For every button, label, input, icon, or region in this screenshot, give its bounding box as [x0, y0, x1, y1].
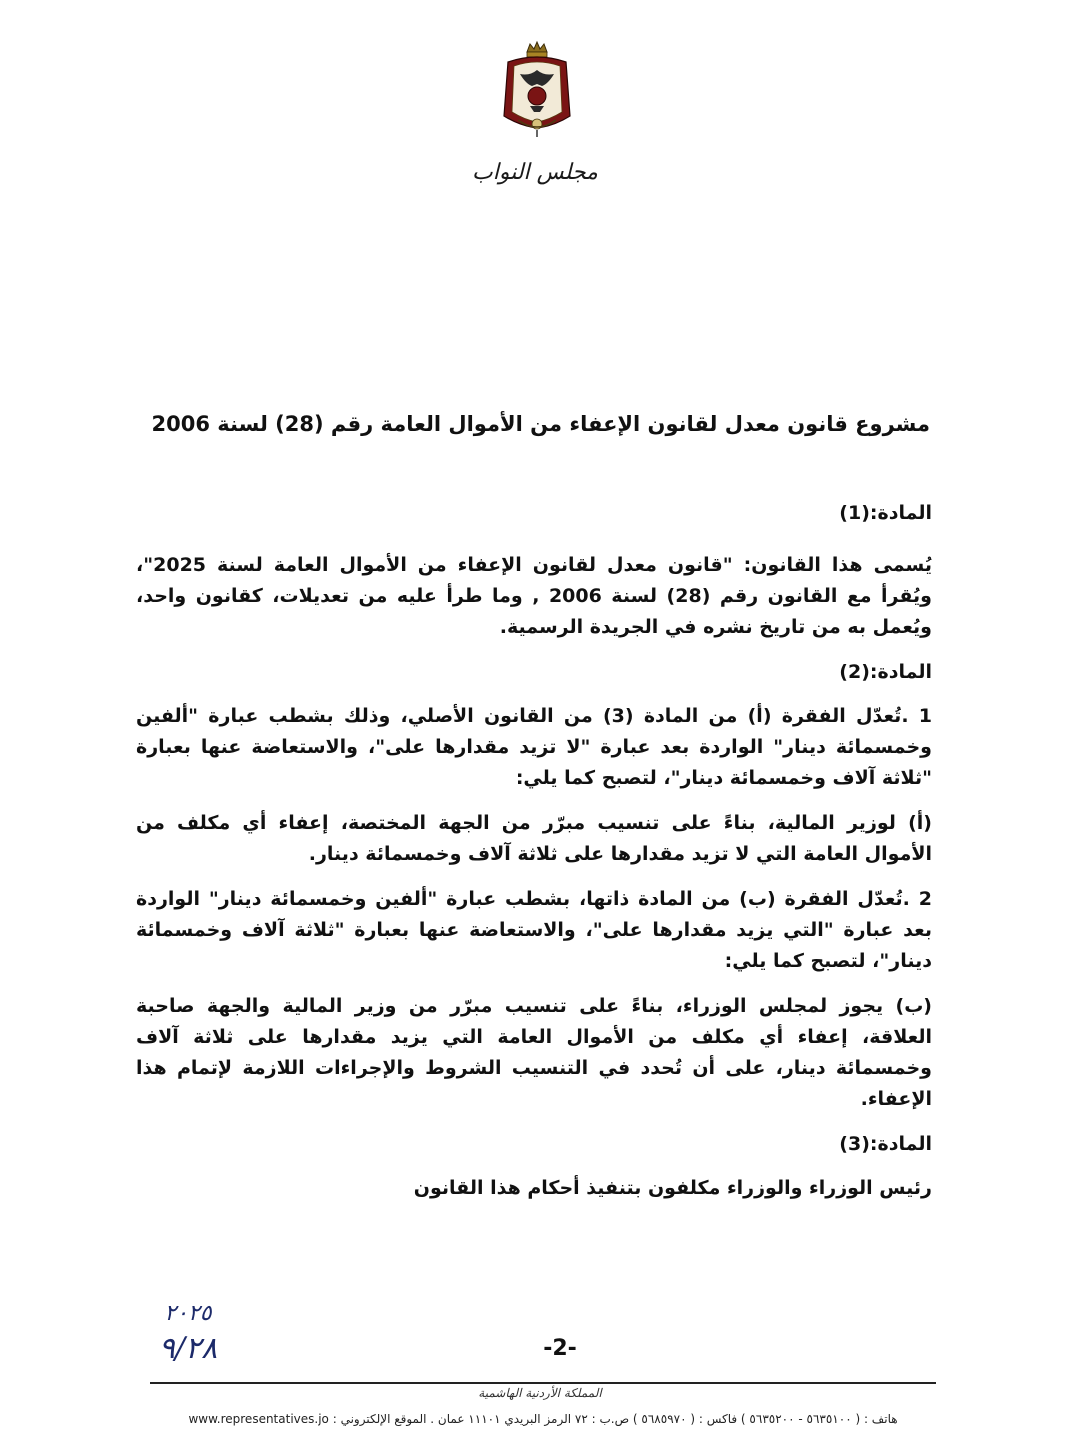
- jordan-coat-of-arms-icon: [494, 40, 580, 140]
- article-2-item-1-quote: (أ) لوزير المالية، بناءً على تنسيب مبرّر من الجهة المختصة، إعفاء أي مكلف من الأموال العامة التي لا تزيد مقدارها على ثلاثة آلاف وخمسمائة دينار.: [136, 812, 932, 865]
- article-2-item-1: 1 .تُعدّل الفقرة (أ) من المادة (3) من القانون الأصلي، وذلك بشطب عبارة "ألفين وخمسمائة دينار" الواردة بعد عبارة "لا تزيد مقدارها على"، والاستعاضة عنها بعبارة "ثلاثة آلاف وخمسمائة دينار"، لتصبح كما يلي:: [136, 705, 933, 789]
- handwritten-date-note: [118, 1294, 258, 1372]
- footer-divider: [150, 1382, 936, 1384]
- institution-name: مجلس النواب: [472, 160, 598, 185]
- article-2-item-2-quote: (ب) يجوز لمجلس الوزراء، بناءً على تنسيب مبرّر من وزير المالية والجهة صاحبة العلاقة، إعفاء أي مكلف من الأموال العامة التي يزيد مقدارها على ثلاثة آلاف وخمسمائة دينار، على أن تُحدد في التنسيب الشروط والإجراءات اللازمة لإتمام هذا الإعفاء.: [136, 995, 932, 1110]
- footer-kingdom-name: المملكة الأردنية الهاشمية: [478, 1386, 602, 1400]
- footer-contact-info: هاتف : ( ٥٦٣٥١٠٠ - ٥٦٣٥٢٠٠ ) فاكس : ( ٥٦٨٥٩٧٠ ) ص.ب : ٧٢ الرمز البريدي ١١١٠١ عمان . الموقع الإلكتروني : www.representatives.jo: [188, 1412, 898, 1426]
- handwritten-note-line-1: ٢٠٢٥: [164, 1301, 212, 1326]
- article-1-text: يُسمى هذا القانون: "قانون معدل لقانون الإعفاء من الأموال العامة لسنة 2025"، ويُقرأ مع القانون رقم (28) لسنة 2006 , وما طرأ عليه من تعديلات، كقانون واحد، ويُعمل به من تاريخ نشره في الجريدة الرسمية.: [136, 554, 932, 638]
- article-2-heading: المادة:(2): [839, 661, 932, 683]
- article-2-item-2: 2 .تُعدّل الفقرة (ب) من المادة ذاتها، بشطب عبارة "ألفين وخمسمائة دينار" الواردة بعد عبارة "التي يزيد مقدارها على"، والاستعاضة عنها بعبارة "ثلاثة آلاف وخمسمائة دينار"، لتصبح كما يلي:: [136, 888, 932, 972]
- document-title: مشروع قانون معدل لقانون الإعفاء من الأموال العامة رقم (28) لسنة 2006: [151, 412, 930, 436]
- article-1-heading: المادة:(1): [839, 502, 932, 524]
- article-3-heading: المادة:(3): [839, 1133, 932, 1155]
- page-number: -2-: [543, 1336, 577, 1361]
- handwritten-note-line-2: ٩/٢٨: [158, 1331, 218, 1366]
- article-3-text: رئيس الوزراء والوزراء مكلفون بتنفيذ أحكام هذا القانون: [413, 1177, 932, 1199]
- document-body: [136, 498, 932, 1218]
